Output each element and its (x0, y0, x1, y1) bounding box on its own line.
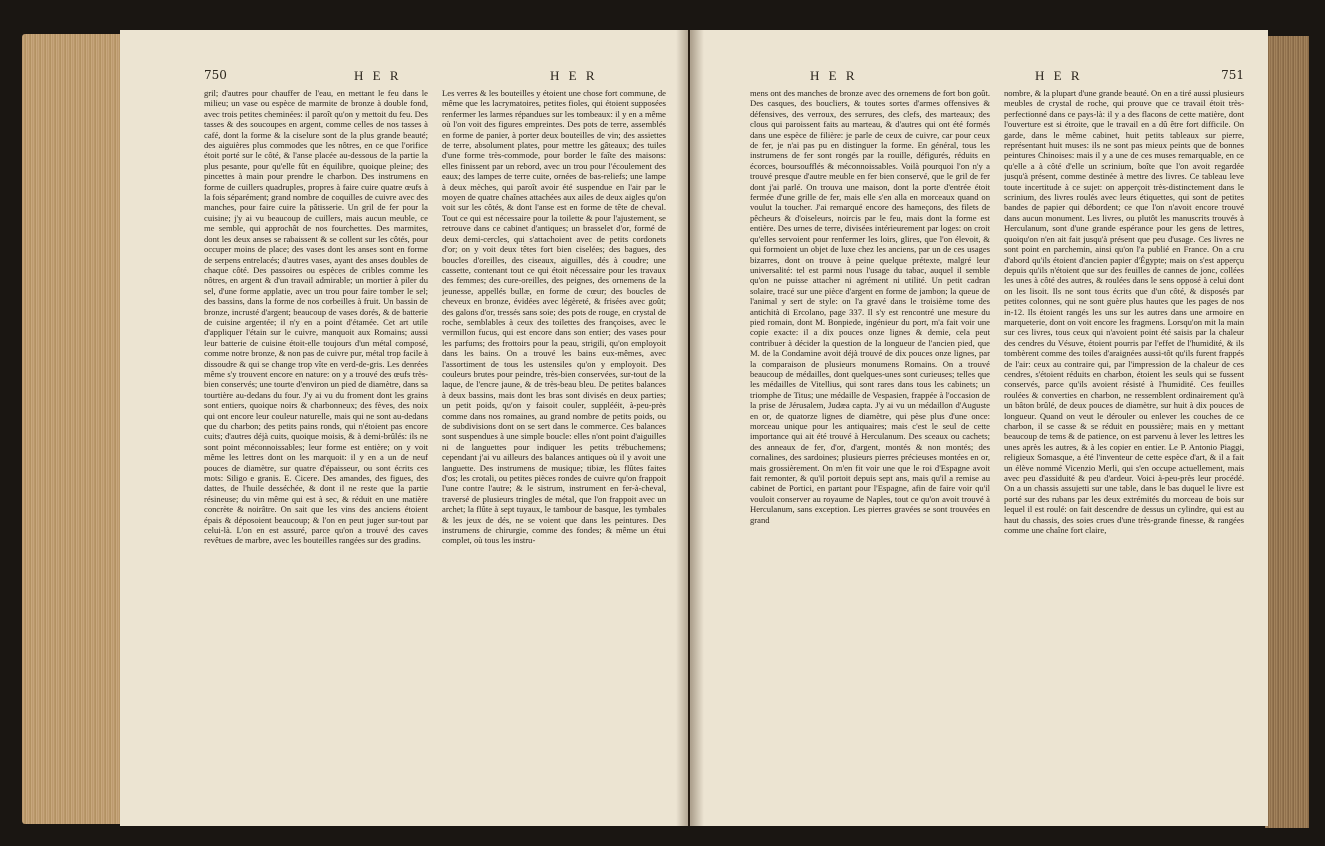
right-page-columns (750, 88, 1244, 823)
running-header: H E R (550, 68, 598, 83)
page-edges-right (1265, 36, 1309, 828)
book-gutter (676, 30, 704, 826)
left-page-columns (204, 88, 666, 823)
running-header: H E R (354, 68, 402, 83)
page-number: 750 (204, 68, 227, 82)
right-page-header (750, 68, 1244, 86)
left-page-header (204, 68, 666, 86)
text-column: mens ont des manches de bronze avec des ornemens de fort bon goût. Des casques, des boucliers, & toutes sortes d'armes offensives & défensives, des verroux, des serrures, des clefs, des marteaux; des clous qui paroissent faits au marteau, & d'autres qui ont été formés dans une espèce de filière: je parle de ceux de cuivre, car pour ceux de fer, je n'ai pas pu en distinguer la forme. En général, tous les instrumens de fer sont rongés par la rouille, défigurés, réduits en écorces, boursoufflés & méconnoissables. Voilà pourquoi l'on n'y a trouvé presque d'autre meuble en fer bien conservé, que le gril de fer dont j'ai parlé. On trouva une maison, dont la porte d'entrée étoit fermée d'une grille de fer, mais elle s'en alla en morceaux quand on voulut la toucher. J'ai remarqué encore des hameçons, des filets de pêcheurs & d'oiseleurs, noircis par le feu, mais dont la forme est entière. Des urnes de terre, divisées intérieurement par loges: on croit qu'elles servoient pour renfermer les loirs, glires, que l'on élevoit, & qui formoient un objet de luxe chez les anciens, par un de ces usages bizarres, dont on trouve à peine quelque prétexte, malgré leur universalité: tel est parmi nous l'usage du tabac, auquel il semble qu'on ne puisse attacher ni agrément ni utilité. Un petit cadran solaire, tracé sur une pièce d'argent en forme de jambon; la queue de l'animal y sert de style: on l'a gravé dans le troisième tome des antichità di Ercolano, page 337. Il s'y est rencontré une mesure du pied romain, dont M. Bonpiede, ingénieur du port, m'a fait voir une copie exacte: il a dix pouces onze lignes & demie, cela peut contribuer à décider la question de la longueur de l'ancien pied, que M. de la Condamine avoit déjà trouvé de dix pouces onze lignes, par la comparaison de plusieurs monumens Romains. On a trouvé beaucoup de médailles, dont quelques-unes sont curieuses; telles que les médailles de Vitellius, qui sont rares dans tous les cabinets; un triomphe de Titus; une médaille de Vespasien, frappée à l'occasion de la prise de Jérusalem, Judæa capta. J'y ai vu un médaillon d'Auguste en or, de quatorze lignes de diamètre, qui pèse plus d'une once: morceau unique pour les antiquaires; mais c'est le seul de cette importance qui ait été trouvé à Herculanum. Des sceaux ou cachets; des anneaux de fer, d'or, d'argent, montés & non montés; des cornalines, des sardoines; plusieurs pierres précieuses montées en or, mais grossièrement. On m'en fit voir une que le roi d'Espagne avoit fait remonter, & qu'il portoit depuis sept ans, mais qu'il a remise au cabinet de Portici, en partant pour l'Espagne, afin de faire voir qu'il vouloit conserver au royaume de Naples, tout ce qu'on avoit trouvé à Herculanum, sans exception. Les pierres gravées se sont trouvées en grand (750, 88, 990, 525)
running-header: H E R (1035, 68, 1083, 83)
text-column: nombre, & la plupart d'une grande beauté. On en a tiré aussi plusieurs meubles de crystal de roche, qui prouve que ce travail étoit très-perfectionné dans ce pays-là: il y a des flacons de cette matière, dont l'ouverture est si étroite, que le travail en a dû être fort difficile. On garde, dans le même cabinet, huit petits tableaux sur pierre, représentant huit muses: ils ne sont pas mieux peints que de bonnes peintures Chinoises: mais il y a une de ces muses remarquable, en ce qu'elle a à côté d'elle un scrinium, boîte que l'on avoit regardée jusqu'à présent, comme destinée à mettre des livres. Ce tableau leve toute incertitude à ce sujet: on apperçoit très-distinctement dans le scrinium, des livres roulés avec leurs étiquettes, qui sont de petites bandes de papier qui débordent; ce que l'on n'avoit encore trouvé dans aucun monument. Les livres, ou plutôt les manuscrits trouvés à Herculanum, sont d'une grande espérance pour les gens de lettres, quoiqu'on n'en ait fait jusqu'à présent que peu d'usage. Ces livres ne sont point en parchemin, ainsi qu'on l'a publié en France. On a cru d'abord qu'ils étoient d'ancien papier d'Égypte; mais on s'est apperçu depuis qu'ils n'étoient que sur des feuilles de cannes de jonc, collées les unes à côté des autres, & roulées dans le sens opposé à celui dont on les lisoit. Ils ne sont tous écrits que d'un côté, & disposés par petites colonnes, qui ne sont guère plus hautes que les pages de nos in-12. Ils étoient rangés les uns sur les autres dans une armoire en marqueterie, dont on voit encore les fragmens. Lorsqu'on mit la main sur ces livres, tous ceux qui n'avoient point été saisis par la chaleur des cendres du Vésuve, étoient pourris par l'effet de l'humidité, & ils tombèrent comme des toiles d'araignées aussi-tôt qu'ils furent frappés de l'air: ceux au contraire qui, par l'impression de la chaleur de ces cendres, s'étoient réduits en charbon, étoient les seuls qui se fussent conservés, parce qu'ils avoient résisté à l'humidité. Ces feuilles roulées & converties en charbon, ne ressemblent ordinairement qu'à un bâton brûlé, de deux pouces de diamètre, sur huit à dix pouces de longueur. Quand on veut le dérouler ou enlever les couches de ce charbon, il se casse & se réduit en poussière; mais en y mettant beaucoup de tems & de patience, on est parvenu à lever les lettres les unes après les autres, & à les copier en entier. Le P. Antonio Piaggi, religieux Somasque, a été l'inventeur de cette espèce d'art, & il a fait un élève nommé Vicenzio Merli, qui s'en occupe actuellement, mais avec peu d'assiduité & peu d'ardeur. Voici à-peu-près leur procédé. On a un chassis assujetti sur une table, dans le bas duquel le livre est porté sur des rubans par les deux extrémités du morceau de bois sur lequel il est roulé: on fait descendre de dessus un cylindre, qui est au haut du chassis, des soies crues d'une très-grande finesse, & rangées comme une chaîne fort claire, (1004, 88, 1244, 536)
left-page (120, 30, 688, 826)
page-number: 751 (1221, 68, 1244, 82)
text-column: gril; d'autres pour chauffer de l'eau, en mettant le feu dans le milieu; un vase ou espèce de marmite de bronze à double fond, avec trois petites cheminées: il paroît qu'on y mettoit du feu. Des tasses & des soucoupes en argent, comme celles de nos tasses à café, dont la forme & la ciselure sont de la plus grande beauté; des aiguières plus commodes que les nôtres, en ce que l'orifice étoit porté sur le côté, & l'anse placée au-dessous de la partie la plus pesante, pour qu'elle fût en équilibre, quoique pleine; des pincettes à main pour prendre le charbon. Des instrumens en forme de cuillers quadruples, propres à faire cuire quatre œufs à la fois séparément; grand nombre de coquilles de cuivre avec des manches, pour faire cuire la pâtisserie. Un gril de fer pour la cuisine; j'y ai vu beaucoup de cuillers, mais aucun meuble, ce me semble, qui approchât de nos fourchettes. Des marmites, dont les deux anses se rabaissent & se collent sur les côtés, pour occuper moins de place; des vases dont les anses sont en forme de serpens entrelacés; d'autres vases, ayant des anses doubles de chaque côté. Des passoires ou espèces de cribles comme les nôtres, en argent & d'un travail admirable; un mortier à piler du sel, d'une forme applatie, avec un trou pour faire tomber le sel; des bassins, dans la forme de nos corbeilles à fruit. Un bassin de bronze, incrusté d'argent; beaucoup de vases dorés, & de batterie de cuisine argentée; il n'y en a point d'étamée. Cet art utile d'appliquer l'étain sur le cuivre, manquoit aux Romains; aussi leur batterie de cuisine étoit-elle toujours d'un métal composé, comme notre bronze, & non pas de cuivre pur, métal trop facile à dissoudre & qui se change trop vîte en verd-de-gris. Les denrées même s'y trouvent encore en nature: on y a trouvé des œufs très-bien conservés; une tourte d'environ un pied de diamètre, dans sa tourtière au-dedans du four. J'y ai vu du froment dont les grains sont entiers, quoique noirs & charbonneux; des fèves, des noix qui ont encore leur couleur naturelle, mais qui ne sont au-dedans que du charbon; des petits pains ronds, qui n'étoient pas encore cuits; d'autres déjà cuits, quoique moisis, & à demi-brûlés: ils ne sont point méconnoissables; leur forme est entière; on y voit même les lettres dont on les marquoit: il y en a un de neuf pouces de diamètre, sur quatre d'épaisseur, ou sont écrits ces mots: Siligo e granis. E. Cicere. Des amandes, des figues, des dattes, de l'huile desséchée, & dont il ne reste que la partie résineuse; du vin même qui est à sec, & réduit en une matière concrète & noirâtre. On sait que les vins des anciens étoient épais & déposoient beaucoup; & l'on en peut juger sur-tout par celui-là. L'on en est assuré, parce qu'on a trouvé des caves revêtues de marbre, avec les bouteilles rangées sur des gradins. (204, 88, 428, 546)
page-edges-left (22, 34, 122, 824)
right-page (690, 30, 1268, 826)
running-header: H E R (810, 68, 858, 83)
text-column: Les verres & les bouteilles y étoient une chose fort commune, de même que les lacrymatoires, petites fioles, qui étoient supposées renfermer les larmes répandues sur les tombeaux: il y en a même où l'on voit des figures empreintes. Des pots de terre, assemblés en forme de panier, à porter deux bouteilles de vin; des assiettes de terre, absolument plates, pour mettre les gâteaux; des tuiles d'une forme très-commode, pour border le faîte des maisons: elles finissent par un rebord, avec un trou pour l'écoulement des eaux; des lampes de terre cuite, ornées de bas-reliefs; une lampe à deux mèches, qui paroît avoir été suspendue en l'air par le moyen de quatre chaînes attachées aux ailes de deux aigles qu'on voit sur les côtés, & dont l'anse est en forme de tête de cheval. Tout ce qui est nécessaire pour la toilette & pour l'ajustement, se retrouve dans ce cabinet d'antiques; un brasselet d'or, formé de deux demi-cercles, qui s'attachoient avec de petits cordonets d'or; on y voit deux têtes fort bien ciselées; des bagues, des boucles d'oreilles, des ciseaux, aiguilles, dés à coudre; une cassette, contenant tout ce qui étoit nécessaire pour les travaux des femmes; des cure-oreilles, des peignes, des ornemens de la jeunesse, appellés bullæ, en forme de cœur; des boucles de cheveux en bronze, évidées avec légèreté, & frisées avec goût; des galons d'or, tressés sans soie; des pots de rouge, en crystal de roche, semblables à ceux des toilettes des françoises, avec le vermillon fucus, qui est encore dans son entier; des vases pour les parfums; des frottoirs pour la peau, strigili, qu'on employoit dans les bains. On a trouvé les bains eux-mêmes, avec l'assortiment de tous les ustensiles qu'on y employoit. Des couleurs brutes pour peindre, très-bien conservées, sur-tout de la laque, de l'encre jaune, & de très-beau bleu. De petites balances à deux bassins, mais dont les bras sont divisés en deux parties; un petit poids, qu'on y faisoit couler, supplééit, à-peu-près comme dans nos romaines, au grand nombre de petits poids, ou de subdivisions dont on se sert dans le commerce. Ces balances sont suspendues à une simple boucle: elles n'ont point d'aiguilles ni de languettes pour indiquer les petits trébuchemens; cependant j'ai vu ailleurs des balances antiques où il y avoit une languette. Des instrumens de musique; tibiæ, les flûtes faites d'os; les crotali, ou petites pièces rondes de cuivre qu'on frappoit l'une contre l'autre; & le sistrum, instrument en fer-à-cheval, traversé de plusieurs tringles de métal, que l'on frappoit avec un archet; la flûte à sept tuyaux, le tambour de basque, les tymbales & les jeux de dés, ne se voient que dans les peintures. Des instrumens de chirurgie, comme des fondes; & même un étui complet, où tous les instru- (442, 88, 666, 546)
